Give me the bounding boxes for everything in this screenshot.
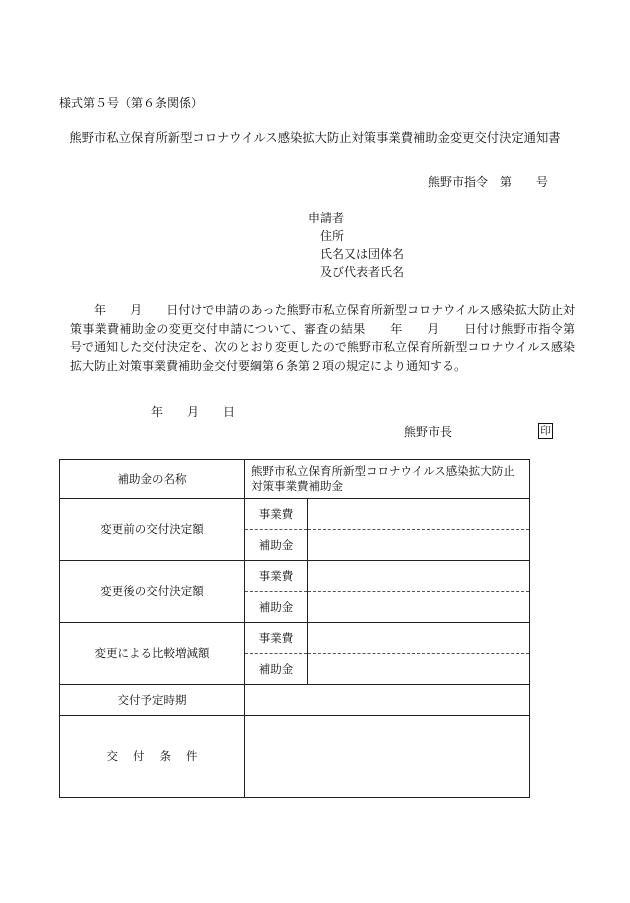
mayor-label: 熊野市長: [404, 425, 453, 439]
before-subsidy-value[interactable]: [308, 530, 530, 561]
diff-project-cost-label: 事業費: [245, 623, 308, 654]
applicant-address-label: 住所: [320, 229, 345, 243]
diff-project-cost-value[interactable]: [308, 623, 530, 654]
after-project-cost-label: 事業費: [245, 561, 308, 592]
applicant-name-label: 氏名又は団体名: [320, 247, 405, 261]
diff-subsidy-label: 補助金: [245, 654, 308, 685]
before-project-cost-label: 事業費: [245, 499, 308, 530]
schedule-value[interactable]: [245, 685, 530, 716]
schedule-label: 交付予定時期: [60, 685, 245, 716]
before-amount-label: 変更前の交付決定額: [60, 499, 245, 561]
subsidy-table: [59, 459, 530, 798]
notice-body: 年 月 日付けで申請のあった熊野市私立保育所新型コロナウイルス感染拡大防止対策事業費補助金の変更交付申請について、審査の結果 年 月 日付け熊野市指令第 号で通知した交付決定を、次のとおり変更したので熊野市私立保育所新型コロナウイルス感染拡大防止対策事業費補助金交付要綱第６条第２項の規定により通知する。: [70, 303, 600, 373]
form-number: 様式第５号（第６条関係）: [59, 96, 204, 110]
schedule-row: [60, 685, 530, 716]
subsidy-name-value: 熊野市私立保育所新型コロナウイルス感染拡大防止対策事業費補助金: [245, 460, 530, 499]
before-row-cost: [60, 499, 530, 530]
after-row-cost: [60, 561, 530, 592]
conditions-label: 交付条件: [60, 716, 245, 798]
conditions-row: [60, 716, 530, 798]
document-title: 熊野市私立保育所新型コロナウイルス感染拡大防止対策事業費補助金変更交付決定通知書: [69, 131, 561, 145]
after-subsidy-value[interactable]: [308, 592, 530, 623]
before-project-cost-value[interactable]: [308, 499, 530, 530]
subsidy-name-label: 補助金の名称: [60, 460, 245, 499]
applicant-label: 申請者: [308, 211, 345, 225]
sign-date: 年 月 日: [151, 405, 236, 419]
diff-subsidy-value[interactable]: [308, 654, 530, 685]
after-amount-label: 変更後の交付決定額: [60, 561, 245, 623]
reference-number: 熊野市指令 第 号: [427, 175, 548, 189]
diff-amount-label: 変更による比較増減額: [60, 623, 245, 685]
after-project-cost-value[interactable]: [308, 561, 530, 592]
subsidy-name-row: [60, 460, 530, 499]
before-subsidy-label: 補助金: [245, 530, 308, 561]
conditions-value[interactable]: [245, 716, 530, 798]
after-subsidy-label: 補助金: [245, 592, 308, 623]
applicant-representative-label: 及び代表者氏名: [320, 265, 405, 279]
diff-row-cost: [60, 623, 530, 654]
seal-mark: 印: [538, 423, 553, 439]
